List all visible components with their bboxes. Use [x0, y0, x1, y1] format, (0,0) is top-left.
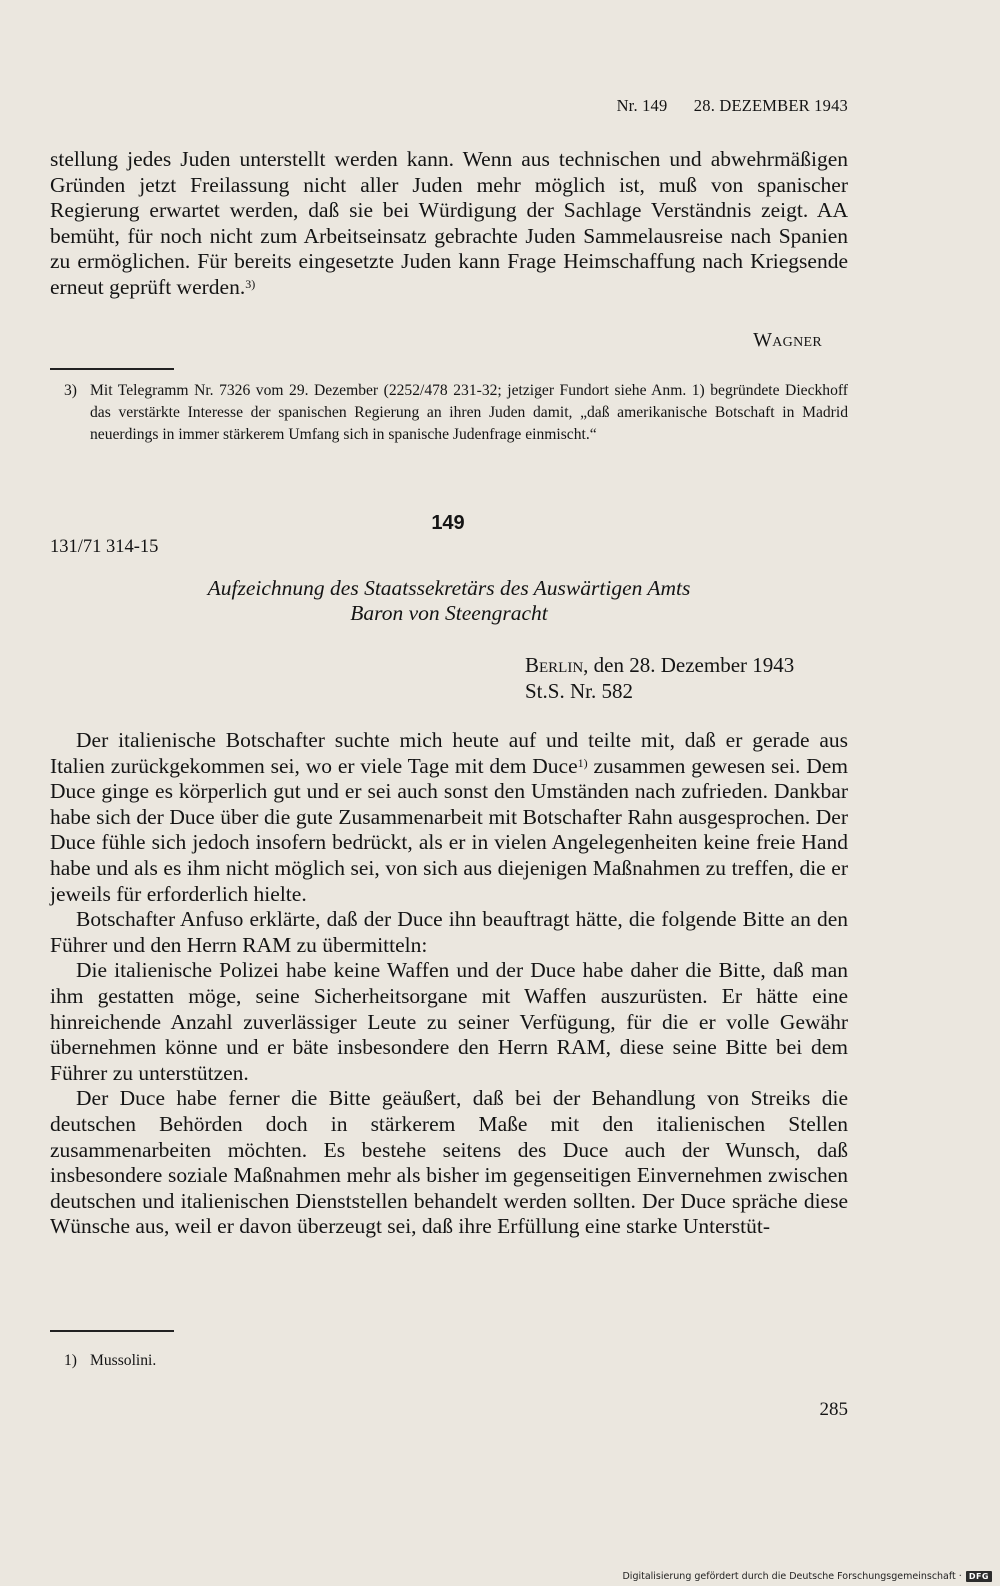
footnote-divider — [50, 1330, 174, 1332]
footnote-divider — [50, 368, 174, 370]
footnote — [64, 1350, 370, 1372]
footnote — [64, 380, 848, 445]
date-line: , den 28. Dezember 1943 — [583, 653, 795, 677]
dfg-logo-icon: DFG — [966, 1571, 992, 1582]
footnote-text: Mussolini. — [90, 1352, 157, 1369]
digitization-credit — [622, 1571, 992, 1582]
reference-number: St.S. Nr. 582 — [525, 679, 633, 703]
page-number: 285 — [819, 1399, 848, 1420]
footnote-ref: 3) — [245, 276, 256, 291]
footnote-text: Mit Telegramm Nr. 7326 vom 29. Dezember (2252/478 231-32; jetziger Fundort siehe Anm. 1) begründete Dieckhoff das verstärkte Interesse der spanischen Regierung an ihren Juden damit, „daß amerikanische Botschaft in Madrid neuerdings in immer stärkerem Umfang sich in spanische Judenfrage einmischt.“ — [90, 382, 848, 443]
running-header — [617, 96, 848, 116]
signature: Wagner — [753, 329, 822, 351]
paragraph: Die italienische Polizei habe keine Waffen und der Duce habe daher die Bitte, daß man ihm gestatten möge, seine Sicherheitsorgane mit Waffen auszurüsten. Er hätte eine hinreichende Anzahl zuverlässiger Leute zu seiner Verfügung, für die er volle Gewähr übernehmen könne und er bäte insbesondere den Herrn RAM, diese seine Bitte bei dem Führer zu unterstützen. — [50, 958, 848, 1085]
credit-text: Digitalisierung gefördert durch die Deutsche Forschungsgemeinschaft · — [622, 1571, 962, 1582]
paragraph: Botschafter Anfuso erklärte, daß der Duce ihn beauftragt hätte, die folgende Bitte an den Führer und den Herrn RAM zu übermitteln: — [50, 907, 848, 957]
paragraph: stellung jedes Juden unterstellt werden kann. Wenn aus technischen und abwehrmäßigen Gründen jetzt Freilassung nicht aller Juden mehr möglich ist, muß von spanischer Regierung erwartet werden, daß sie bei Würdigung der Sachlage Verständnis zeigt. AA bemüht, für noch nicht zum Arbeitseinsatz gebrachte Juden Sammelausreise nach Spanien zu ermöglichen. Für bereits eingesetzte Juden kann Frage Heimschaffung nach Kriegsende erneut geprüft werden.$^{3)}$ — [50, 147, 848, 299]
paragraph: Der Duce habe ferner die Bitte geäußert, daß bei der Behandlung von Streiks die deutschen Behörden doch in stärkerem Maße mit den italienischen Stellen zusammenarbeiten möchten. Es bestehe seitens des Duce auch der Wunsch, daß insbesondere soziale Maßnahmen mehr als bisher im gegenseitigen Einvernehmen zwischen deutschen und italienischen Dienststellen behandelt werden sollten. Der Duce spräche diese Wünsche aus, weil er davon überzeugt sei, daß ihre Erfüllung eine starke Unterstüt- — [50, 1086, 848, 1239]
header-doc-number: Nr. 149 — [616, 96, 668, 115]
file-reference: 131/71 314-15 — [50, 537, 159, 557]
document-number: 149 — [431, 512, 465, 534]
document-title — [50, 576, 848, 626]
footnote-mark: 1) — [64, 1352, 77, 1369]
footnote-ref: 1) — [577, 755, 588, 770]
document-body — [50, 728, 848, 1240]
footnote-mark: 3) — [64, 382, 77, 399]
place-name: Berlin — [525, 653, 584, 677]
title-line: Baron von Steengracht — [350, 601, 548, 625]
place-date-block — [525, 652, 794, 704]
header-date: 28. DEZEMBER 1943 — [693, 96, 848, 115]
previous-doc-text — [50, 147, 848, 301]
paragraph: Der italienische Botschafter suchte mich heute auf und teilte mit, daß er gerade aus Italien zurückgekommen sei, wo er viele Tage mit dem Duce$^{1)}$ zusammen gewesen sei. Dem Duce ginge es körperlich gut und er sei auch sonst den Umständen nach zufrieden. Dankbar habe sich der Duce über die gute Zusammenarbeit mit Botschafter Rahn ausgesprochen. Der Duce fühle sich jedoch insofern bedrückt, als er in vielen Angelegenheiten keine freie Hand habe und als es ihm nicht möglich sei, von sich aus diejenigen Maßnahmen zu treffen, die er jeweils für erforderlich hielte. — [50, 728, 849, 906]
title-line: Aufzeichnung des Staatssekretärs des Auswärtigen Amts — [207, 576, 691, 600]
